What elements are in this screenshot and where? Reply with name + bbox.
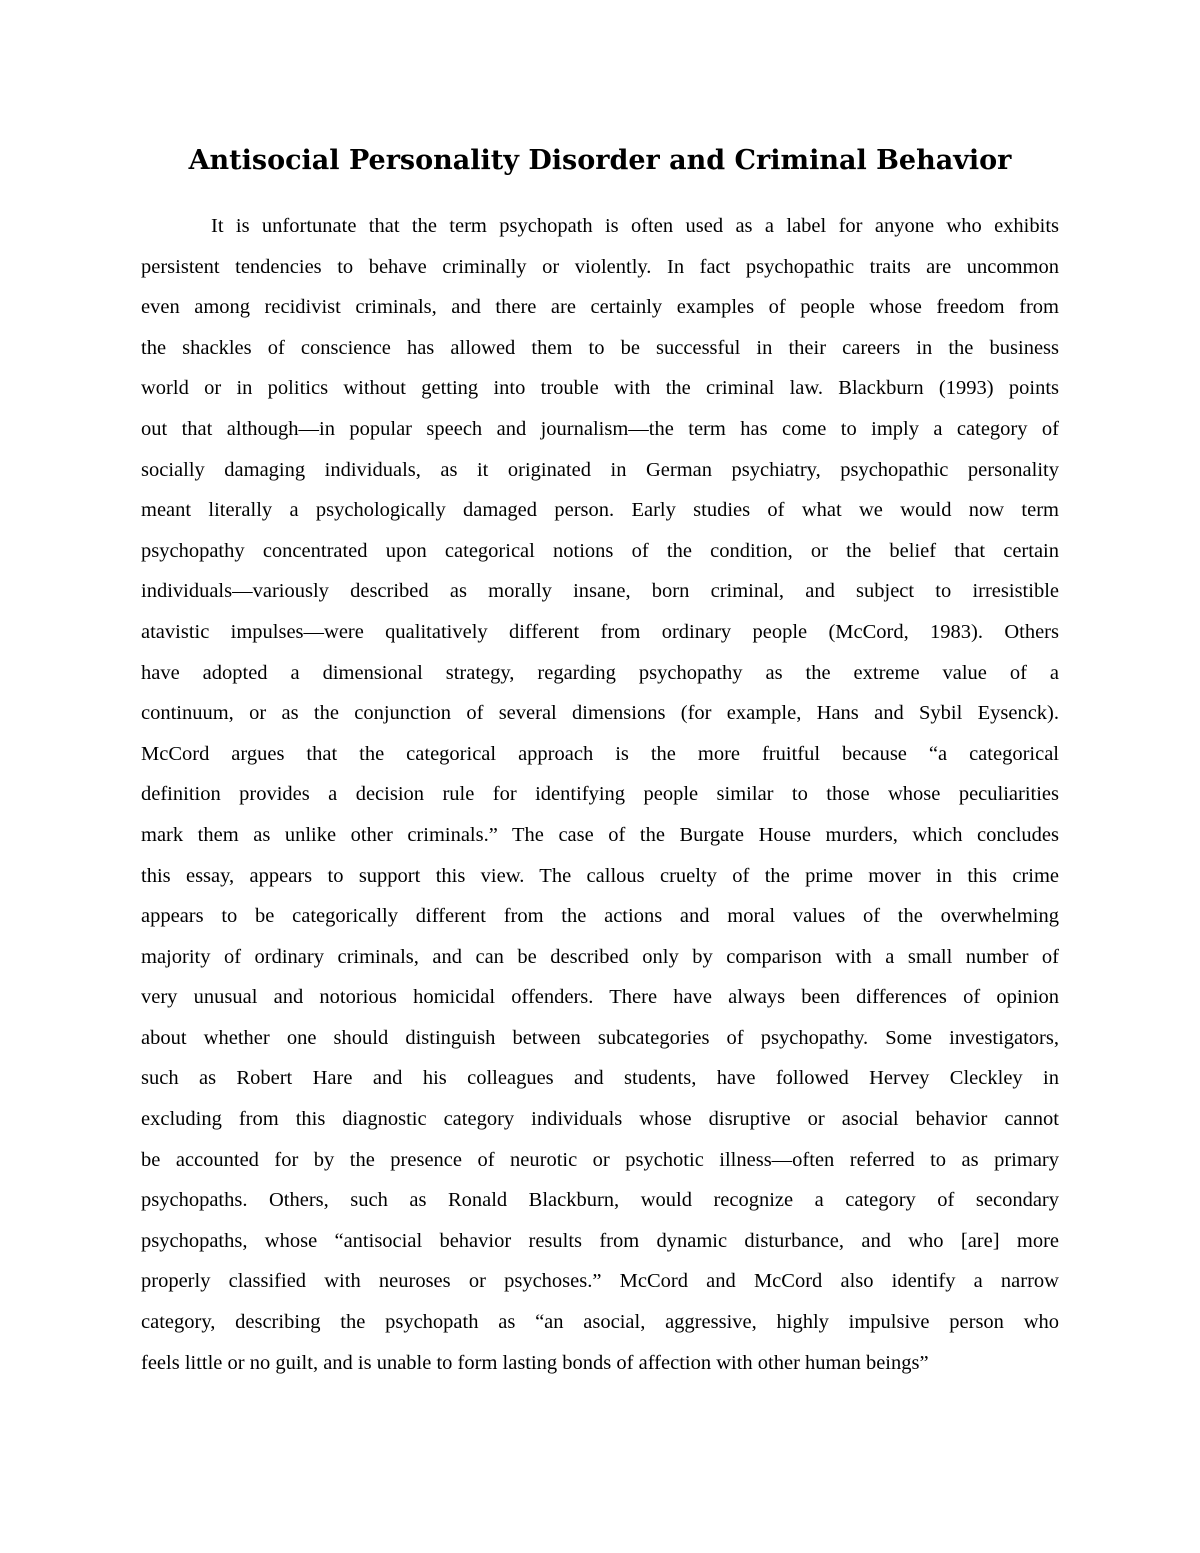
paragraph-line: be accounted for by the presence of neurotic or psychotic illness—often referred to as primary [141,1148,1059,1171]
paragraph-line: this essay, appears to support this view. The callous cruelty of the prime mover in this crime [141,864,1059,887]
paragraph-line: psychopaths, whose “antisocial behavior results from dynamic disturbance, and who [are] more [141,1229,1059,1252]
paragraph-line: the shackles of conscience has allowed them to be successful in their careers in the business [141,336,1059,359]
paragraph-line: continuum, or as the conjunction of several dimensions (for example, Hans and Sybil Eysenck). [141,702,1059,725]
paragraph-line: out that although—in popular speech and journalism—the term has come to imply a category of [141,417,1059,440]
paragraph-line: category, describing the psychopath as “an asocial, aggressive, highly impulsive person who [141,1311,1059,1334]
paragraph-line: even among recidivist criminals, and there are certainly examples of people whose freedom from [141,296,1059,319]
paragraph-line: persistent tendencies to behave criminally or violently. In fact psychopathic traits are uncommon [141,255,1059,278]
paragraph-line: It is unfortunate that the term psychopath is often used as a label for anyone who exhibits [211,215,1059,237]
paragraph-line: world or in politics without getting into trouble with the criminal law. Blackburn (1993) points [141,377,1059,400]
paragraph-line: McCord argues that the categorical approach is the more fruitful because “a categorical [141,742,1059,765]
paragraph-line: psychopaths. Others, such as Ronald Blackburn, would recognize a category of secondary [141,1189,1059,1212]
paragraph-line: psychopathy concentrated upon categorical notions of the condition, or the belief that certain [141,539,1059,562]
paragraph-line: individuals—variously described as morally insane, born criminal, and subject to irresistible [141,580,1059,603]
body-paragraph [141,206,1059,1383]
paragraph-line: feels little or no guilt, and is unable to form lasting bonds of affection with other human beings” [141,1351,929,1374]
paragraph-line: appears to be categorically different from the actions and moral values of the overwhelming [141,905,1059,928]
paragraph-line: socially damaging individuals, as it originated in German psychiatry, psychopathic personality [141,458,1059,481]
paragraph-line: about whether one should distinguish between subcategories of psychopathy. Some investigators, [141,1026,1059,1049]
paragraph-line: properly classified with neuroses or psychoses.” McCord and McCord also identify a narrow [141,1270,1059,1293]
paragraph-line: majority of ordinary criminals, and can be described only by comparison with a small number of [141,945,1059,968]
paragraph-line: very unusual and notorious homicidal offenders. There have always been differences of opinion [141,986,1059,1009]
paragraph-line: excluding from this diagnostic category individuals whose disruptive or asocial behavior cannot [141,1108,1059,1131]
paragraph-line: definition provides a decision rule for identifying people similar to those whose peculiarities [141,783,1059,806]
document-title: Antisocial Personality Disorder and Criminal Behavior [188,145,1012,176]
paragraph-line: meant literally a psychologically damaged person. Early studies of what we would now term [141,499,1059,522]
paragraph-line: such as Robert Hare and his colleagues and students, have followed Hervey Cleckley in [141,1067,1059,1090]
paragraph-line: have adopted a dimensional strategy, regarding psychopathy as the extreme value of a [141,661,1059,684]
paragraph-line: mark them as unlike other criminals.” The case of the Burgate House murders, which concludes [141,823,1059,846]
paragraph-line: atavistic impulses—were qualitatively different from ordinary people (McCord, 1983). Others [141,620,1059,643]
